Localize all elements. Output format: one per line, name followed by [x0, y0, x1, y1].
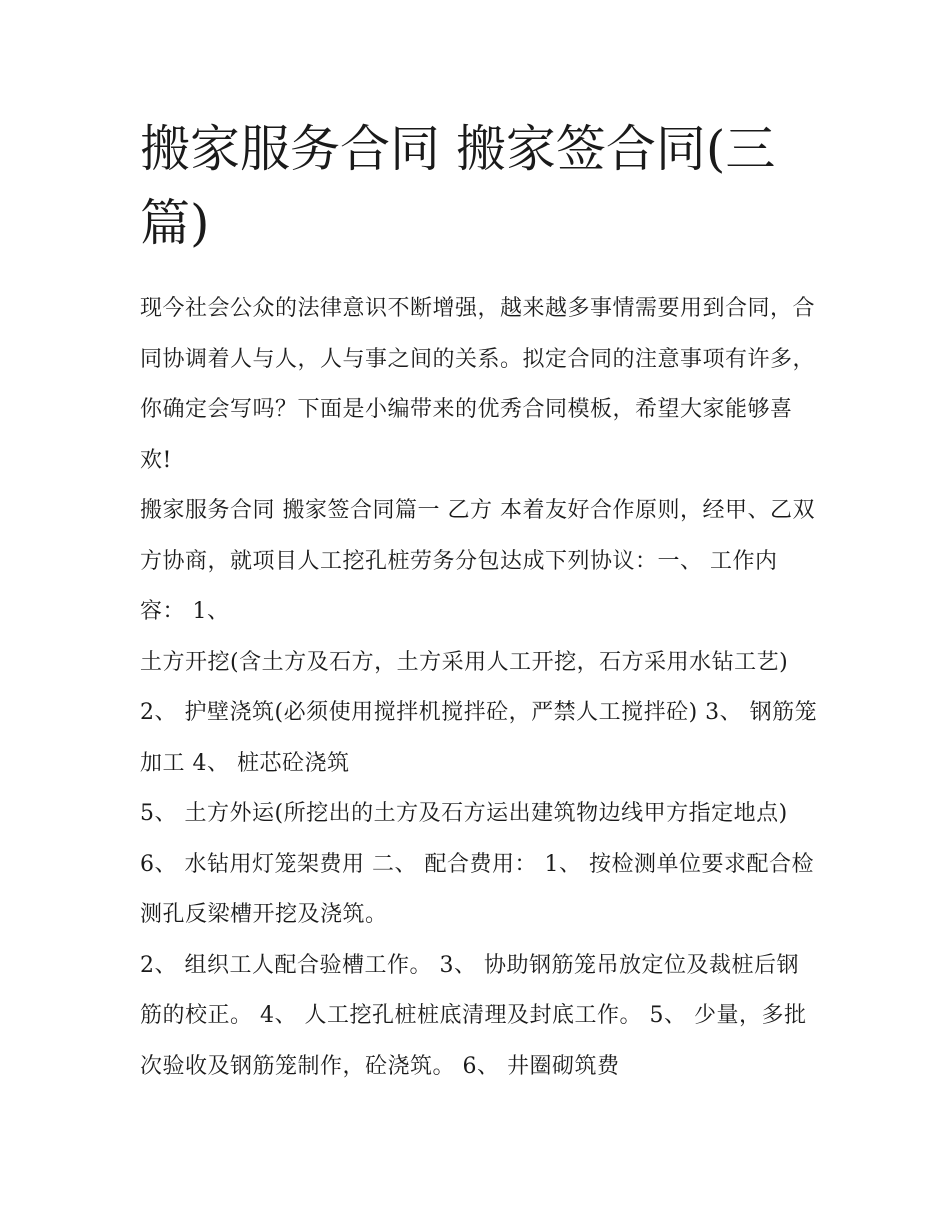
paragraph-work-items: 土方开挖(含土方及石方，土方采用人工开挖，石方采用水钻工艺) 2、 护壁浇筑(必须使用搅拌机搅拌砼，严禁人工搅拌砼) 3、 钢筋笼加工 4、 桩芯砼浇筑	[140, 649, 818, 776]
paragraph-intro: 现今社会公众的法律意识不断增强，越来越多事情需要用到合同，合同协调着人与人，人与事之间的关系。拟定合同的注意事项有许多，你确定会写吗？下面是小编带来的优秀合同模板，希望大家能够喜欢!	[140, 296, 816, 473]
document-title: 搬家服务合同 搬家签合同(三篇)	[140, 120, 776, 252]
document-page	[140, 112, 820, 1092]
paragraph-part-one: 搬家服务合同 搬家签合同篇一 乙方 本着友好合作原则，经甲、乙双方协商，就项目人工挖孔桩劳务分包达成下列协议：一、 工作内容： 1、	[140, 498, 815, 624]
paragraph-coordination: 2、 组织工人配合验槽工作。 3、 协助钢筋笼吊放定位及裁桩后钢筋的校正。 4、 人工挖孔桩桩底清理及封底工作。 5、 少量，多批次验收及钢筋笼制作，砼浇筑。 6、 井圈砌筑费	[140, 952, 807, 1079]
paragraph-transport: 5、 土方外运(所挖出的土方及石方运出建筑物边线甲方指定地点) 6、 水钻用灯笼架费用 二、 配合费用： 1、 按检测单位要求配合检测孔反梁槽开挖及浇筑。	[140, 801, 814, 927]
